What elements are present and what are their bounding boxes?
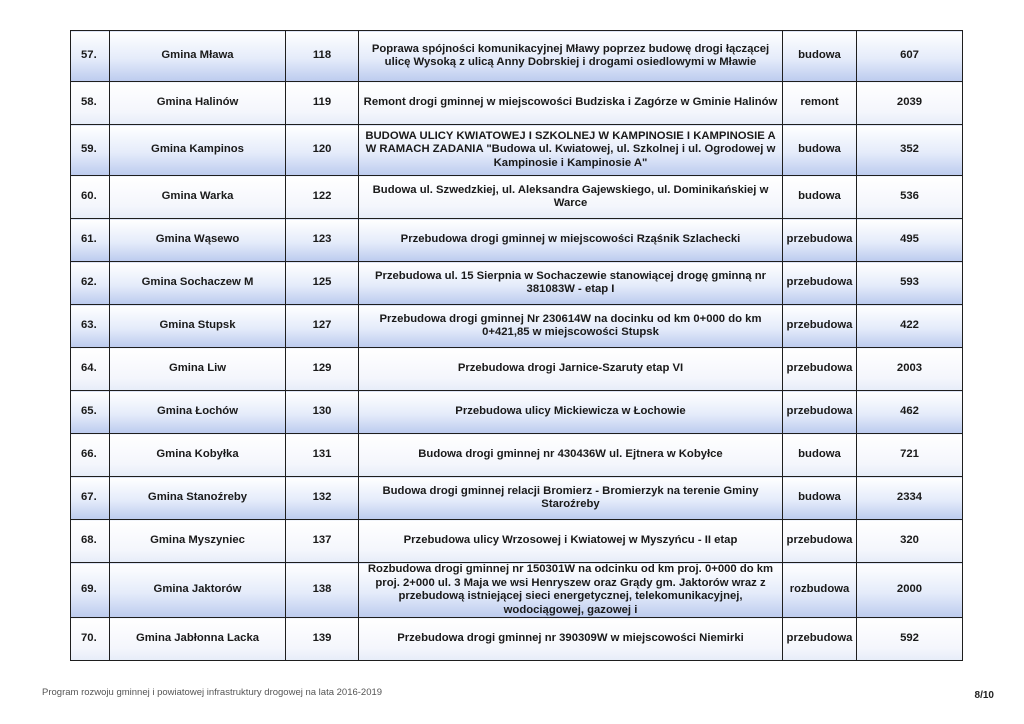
gmina-name: Gmina Stanoźreby <box>110 477 286 520</box>
work-type: przebudowa <box>783 219 857 262</box>
project-description: Przebudowa drogi gminnej nr 390309W w miejscowości Niemirki <box>359 618 783 661</box>
project-description: Poprawa spójności komunikacyjnej Mławy poprzez budowę drogi łączącej ulicę Wysoką z ulicą Anny Dobrskiej i drogami osiedlowymi w Mławie <box>359 31 783 82</box>
row-number: 67. <box>71 477 110 520</box>
row-number: 70. <box>71 618 110 661</box>
project-description: BUDOWA ULICY KWIATOWEJ I SZKOLNEJ W KAMPINOSIE I KAMPINOSIE A W RAMACH ZADANIA "Budowa ul. Kwiatowej, ul. Szkolnej i ul. Ogrodowej w Kampinosie i Kampinosie A" <box>359 125 783 176</box>
amount: 2334 <box>857 477 963 520</box>
work-type: przebudowa <box>783 305 857 348</box>
table-row <box>71 477 963 520</box>
table-row <box>71 31 963 82</box>
amount: 2039 <box>857 82 963 125</box>
table-row <box>71 262 963 305</box>
project-id: 130 <box>286 391 359 434</box>
project-table <box>70 30 963 661</box>
project-id: 119 <box>286 82 359 125</box>
gmina-name: Gmina Stupsk <box>110 305 286 348</box>
project-description: Przebudowa ulicy Mickiewicza w Łochowie <box>359 391 783 434</box>
project-id: 129 <box>286 348 359 391</box>
table-row <box>71 219 963 262</box>
amount: 2003 <box>857 348 963 391</box>
project-id: 139 <box>286 618 359 661</box>
work-type: budowa <box>783 125 857 176</box>
row-number: 59. <box>71 125 110 176</box>
amount: 592 <box>857 618 963 661</box>
row-number: 57. <box>71 31 110 82</box>
gmina-name: Gmina Jaktorów <box>110 563 286 618</box>
amount: 462 <box>857 391 963 434</box>
project-id: 123 <box>286 219 359 262</box>
table-row <box>71 391 963 434</box>
row-number: 58. <box>71 82 110 125</box>
amount: 422 <box>857 305 963 348</box>
project-id: 131 <box>286 434 359 477</box>
project-id: 127 <box>286 305 359 348</box>
row-number: 66. <box>71 434 110 477</box>
project-description: Budowa drogi gminnej relacji Bromierz - Bromierzyk na terenie Gminy Staroźreby <box>359 477 783 520</box>
project-description: Przebudowa drogi gminnej Nr 230614W na docinku od km 0+000 do km 0+421,85 w miejscowości Stupsk <box>359 305 783 348</box>
gmina-name: Gmina Liw <box>110 348 286 391</box>
table-row <box>71 348 963 391</box>
project-id: 137 <box>286 520 359 563</box>
project-id: 125 <box>286 262 359 305</box>
amount: 593 <box>857 262 963 305</box>
table-row <box>71 434 963 477</box>
row-number: 65. <box>71 391 110 434</box>
gmina-name: Gmina Kobyłka <box>110 434 286 477</box>
amount: 536 <box>857 176 963 219</box>
project-id: 132 <box>286 477 359 520</box>
row-number: 68. <box>71 520 110 563</box>
row-number: 63. <box>71 305 110 348</box>
amount: 607 <box>857 31 963 82</box>
table-row <box>71 563 963 618</box>
row-number: 60. <box>71 176 110 219</box>
work-type: budowa <box>783 477 857 520</box>
table-row <box>71 520 963 563</box>
gmina-name: Gmina Mława <box>110 31 286 82</box>
gmina-name: Gmina Myszyniec <box>110 520 286 563</box>
row-number: 69. <box>71 563 110 618</box>
table-row <box>71 125 963 176</box>
project-id: 122 <box>286 176 359 219</box>
amount: 495 <box>857 219 963 262</box>
project-description: Remont drogi gminnej w miejscowości Budziska i Zagórze w Gminie Halinów <box>359 82 783 125</box>
table-row <box>71 305 963 348</box>
work-type: przebudowa <box>783 391 857 434</box>
work-type: przebudowa <box>783 262 857 305</box>
amount: 320 <box>857 520 963 563</box>
project-description: Przebudowa drogi gminnej w miejscowości Rząśnik Szlachecki <box>359 219 783 262</box>
work-type: remont <box>783 82 857 125</box>
row-number: 64. <box>71 348 110 391</box>
table-row <box>71 82 963 125</box>
amount: 352 <box>857 125 963 176</box>
project-description: Przebudowa drogi Jarnice-Szaruty etap VI <box>359 348 783 391</box>
project-id: 118 <box>286 31 359 82</box>
row-number: 62. <box>71 262 110 305</box>
project-description: Budowa drogi gminnej nr 430436W ul. Ejtnera w Kobyłce <box>359 434 783 477</box>
gmina-name: Gmina Łochów <box>110 391 286 434</box>
work-type: rozbudowa <box>783 563 857 618</box>
work-type: budowa <box>783 434 857 477</box>
amount: 721 <box>857 434 963 477</box>
project-description: Przebudowa ulicy Wrzosowej i Kwiatowej w Myszyńcu - II etap <box>359 520 783 563</box>
project-description: Rozbudowa drogi gminnej nr 150301W na odcinku od km proj. 0+000 do km proj. 2+000 ul. 3 Maja we wsi Henryszew oraz Grądy gm. Jaktorów wraz z przebudową istniejącej sieci energetycznej, telekomunikacyjnej, wodociągowej, gazowej i <box>359 563 783 618</box>
project-description: Budowa ul. Szwedzkiej, ul. Aleksandra Gajewskiego, ul. Dominikańskiej w Warce <box>359 176 783 219</box>
project-description: Przebudowa ul. 15 Sierpnia w Sochaczewie stanowiącej drogę gminną nr 381083W - etap I <box>359 262 783 305</box>
work-type: przebudowa <box>783 520 857 563</box>
page-number: 8/10 <box>974 690 994 701</box>
work-type: budowa <box>783 176 857 219</box>
amount: 2000 <box>857 563 963 618</box>
footer-program-text: Program rozwoju gminnej i powiatowej infrastruktury drogowej na lata 2016-2019 <box>42 687 383 698</box>
gmina-name: Gmina Halinów <box>110 82 286 125</box>
work-type: przebudowa <box>783 618 857 661</box>
gmina-name: Gmina Wąsewo <box>110 219 286 262</box>
table-row <box>71 176 963 219</box>
gmina-name: Gmina Warka <box>110 176 286 219</box>
table-row <box>71 618 963 661</box>
gmina-name: Gmina Sochaczew M <box>110 262 286 305</box>
work-type: przebudowa <box>783 348 857 391</box>
row-number: 61. <box>71 219 110 262</box>
gmina-name: Gmina Jabłonna Lacka <box>110 618 286 661</box>
project-id: 120 <box>286 125 359 176</box>
project-id: 138 <box>286 563 359 618</box>
work-type: budowa <box>783 31 857 82</box>
gmina-name: Gmina Kampinos <box>110 125 286 176</box>
table-body <box>71 31 963 661</box>
